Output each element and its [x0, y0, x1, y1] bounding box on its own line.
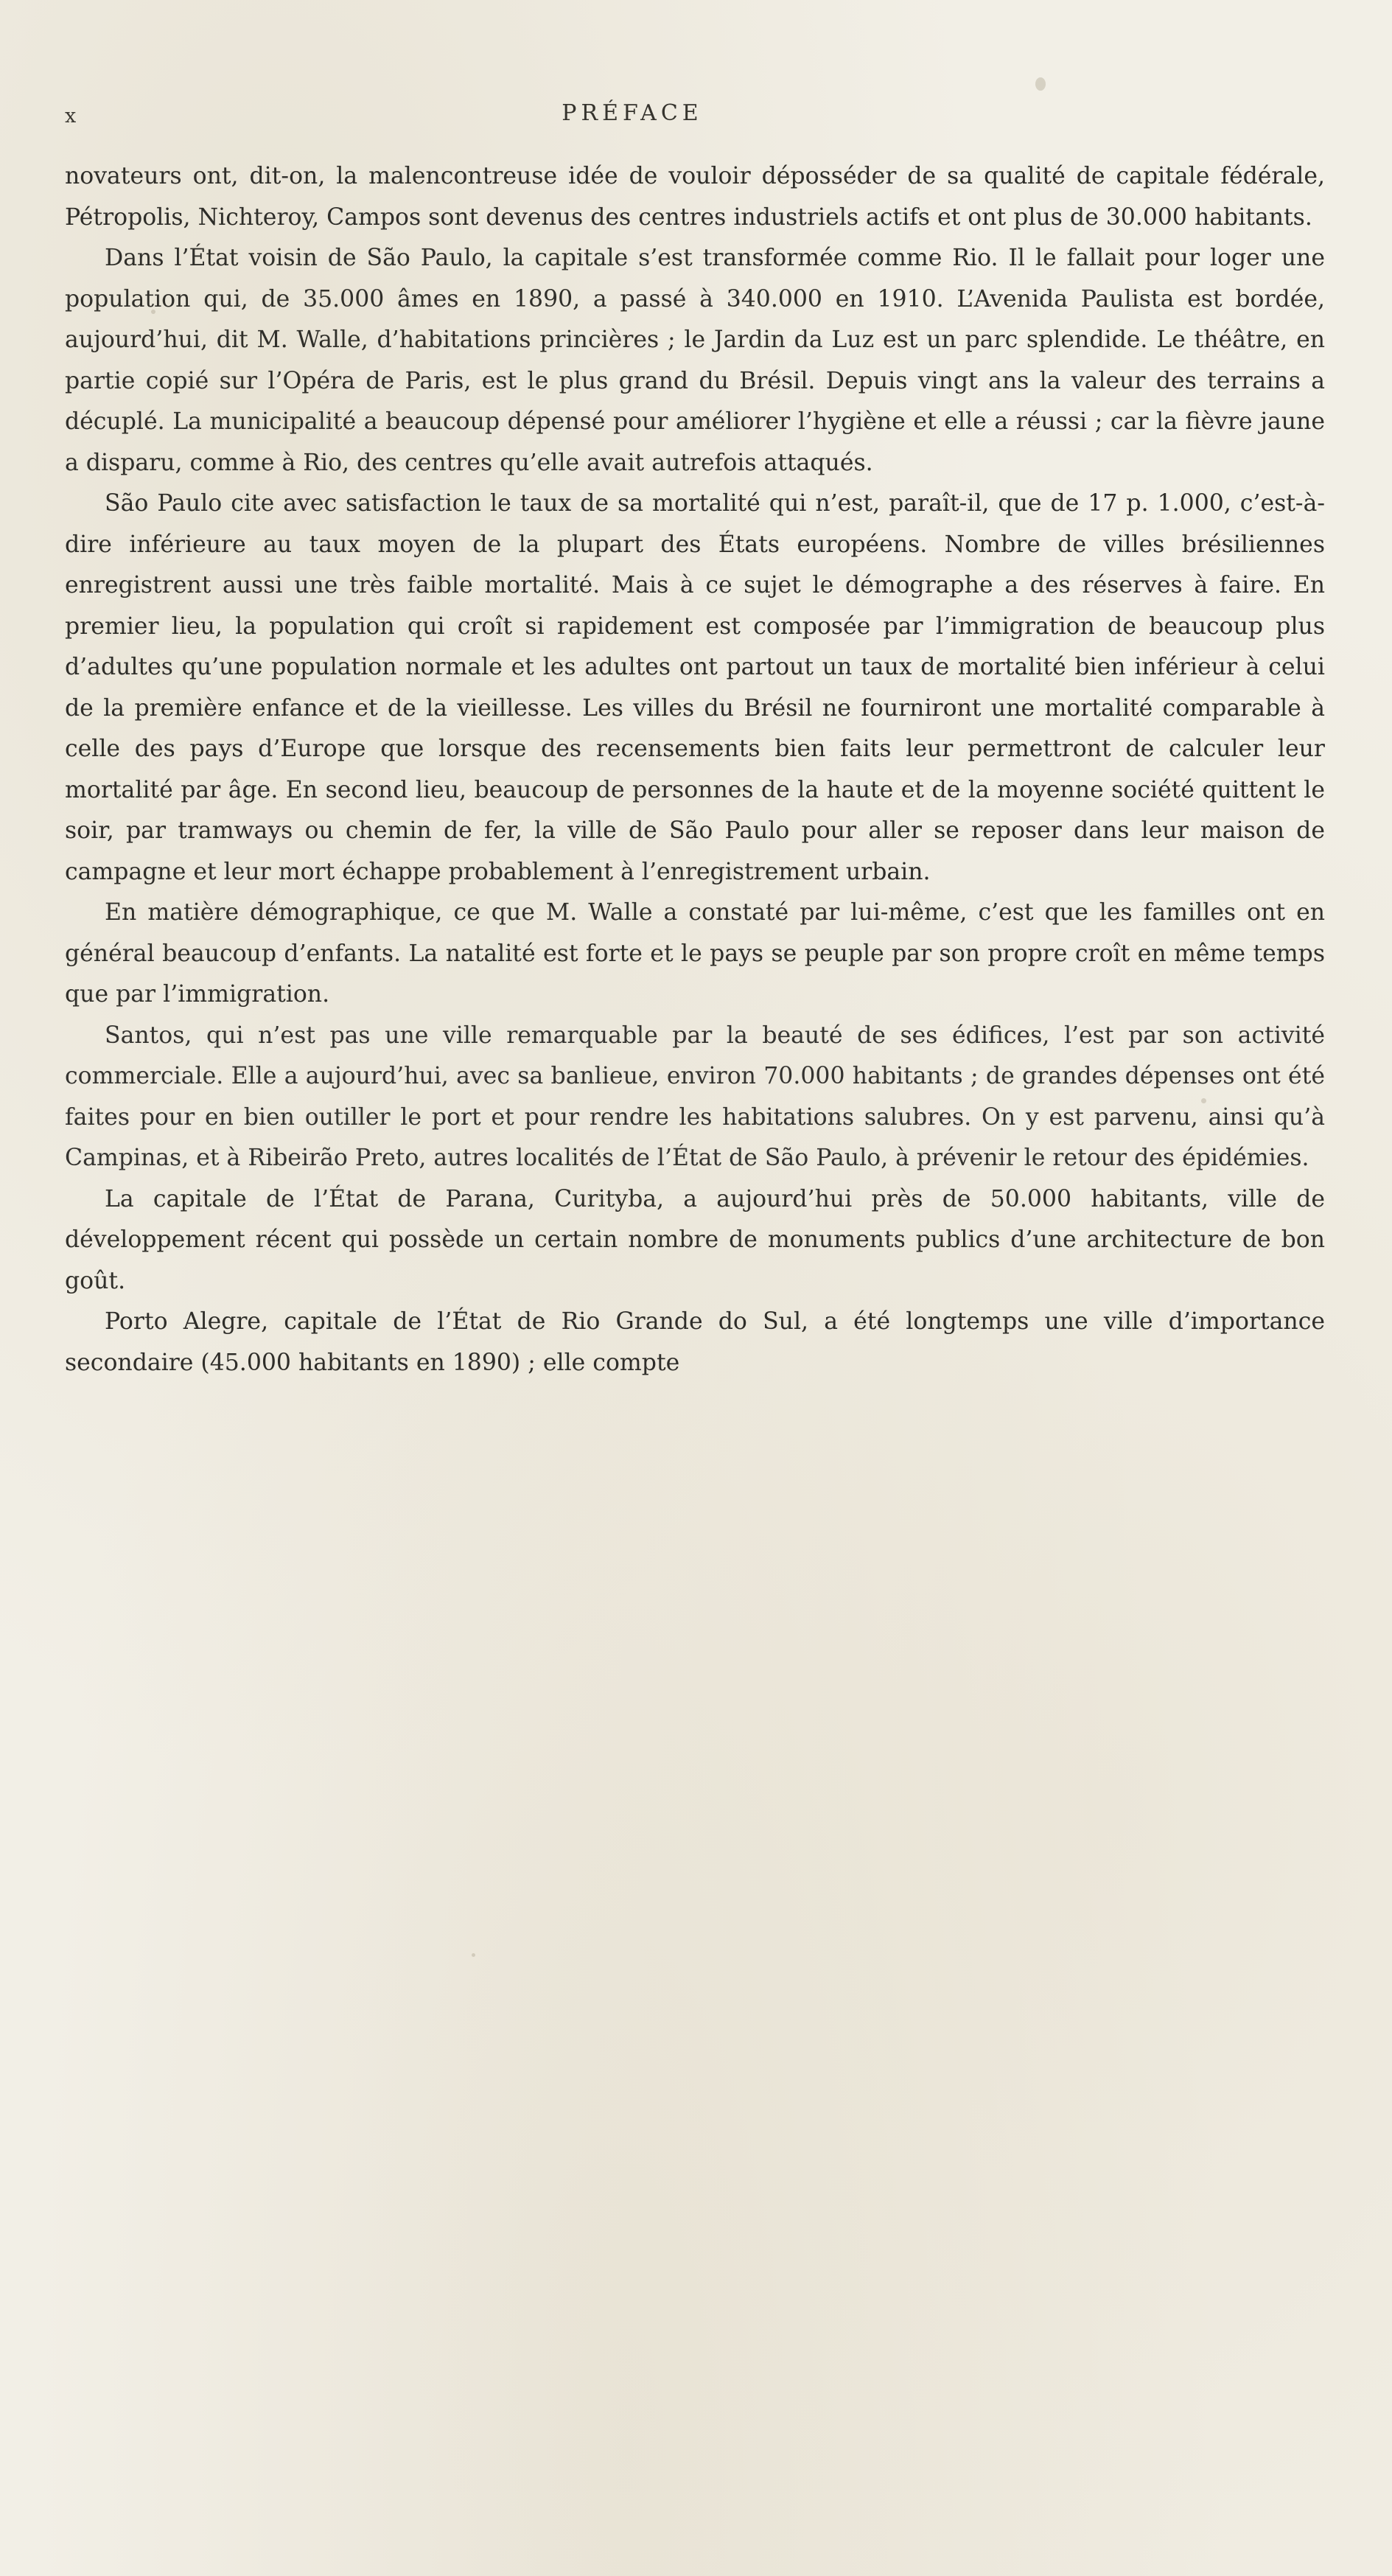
page-header	[65, 88, 1325, 140]
paragraph: Porto Alegre, capitale de l’État de Rio Grande do Sul, a été longtemps une ville d’importance secondaire (45.000 habitants en 1890) ; elle compte	[65, 1308, 1325, 1376]
paragraph: En matière démographique, ce que M. Walle a constaté par lui-même, c’est que les familles ont en général beaucoup d’enfants. La natalité est forte et le pays se peuple par son propre croît en même temps que par l’immigration.	[65, 899, 1325, 1008]
paper-speck	[472, 1953, 475, 1957]
paragraph: São Paulo cite avec satisfaction le taux de sa mortalité qui n’est, paraît-il, que de 17 p. 1.000, c’est-à-dire inférieure au taux moyen de la plupart des États européens. Nombre de villes brésiliennes enregistrent aussi une très faible mortalité. Mais à ce sujet le démographe a des réserves à faire. En premier lieu, la population qui croît si rapidement est composée par l’immigration de beaucoup plus d’adultes qu’une population normale et les adultes ont partout un taux de mortalité bien inférieur à celui de la première enfance et de la vieillesse. Les villes du Brésil ne fourniront une mortalité comparable à celle des pays d’Europe que lorsque des recensements bien faits leur permettront de calculer leur mortalité par âge. En second lieu, beaucoup de personnes de la haute et de la moyenne société quittent le soir, par tramways ou chemin de fer, la ville de São Paulo pour aller se reposer dans leur maison de campagne et leur mort échappe probablement à l’enregistrement urbain.	[65, 490, 1325, 885]
paragraph: novateurs ont, dit-on, la malencontreuse idée de vouloir déposséder de sa qualité de capitale fédérale, Pétropolis, Nichteroy, Campos sont devenus des centres industriels actifs et ont plus de 30.000 habitants.	[65, 163, 1325, 231]
running-head: PRÉFACE	[562, 100, 703, 126]
paragraph: Dans l’État voisin de São Paulo, la capitale s’est transformée comme Rio. Il le fallait pour loger une population qui, de 35.000 âmes en 1890, a passé à 340.000 en 1910. L’Avenida Paulista est bordée, aujourd’hui, dit M. Walle, d’habitations princières ; le Jardin da Luz est un parc splendide. Le théâtre, en partie copié sur l’Opéra de Paris, est le plus grand du Brésil. Depuis vingt ans la valeur des terrains a décuplé. La municipalité a beaucoup dépensé pour améliorer l’hygiène et elle a réussi ; car la fièvre jaune a disparu, comme à Rio, des centres qu’elle avait autrefois attaqués.	[65, 245, 1325, 476]
body-text	[65, 156, 1325, 1383]
page-number: x	[65, 105, 77, 128]
paragraph: Santos, qui n’est pas une ville remarquable par la beauté de ses édifices, l’est par son activité commerciale. Elle a aujourd’hui, avec sa banlieue, environ 70.000 habitants ; de grandes dépenses ont été faites pour en bien outiller le port et pour rendre les habitations salubres. On y est parvenu, ainsi qu’à Campinas, et à Ribeirão Preto, autres localités de l’État de São Paulo, à prévenir le retour des épidémies.	[65, 1022, 1325, 1171]
page-content	[65, 88, 1325, 1383]
paragraph: La capitale de l’État de Parana, Curityba, a aujourd’hui près de 50.000 habitants, ville de développement récent qui possède un certain nombre de monuments publics d’une architecture de bon goût.	[65, 1185, 1325, 1294]
